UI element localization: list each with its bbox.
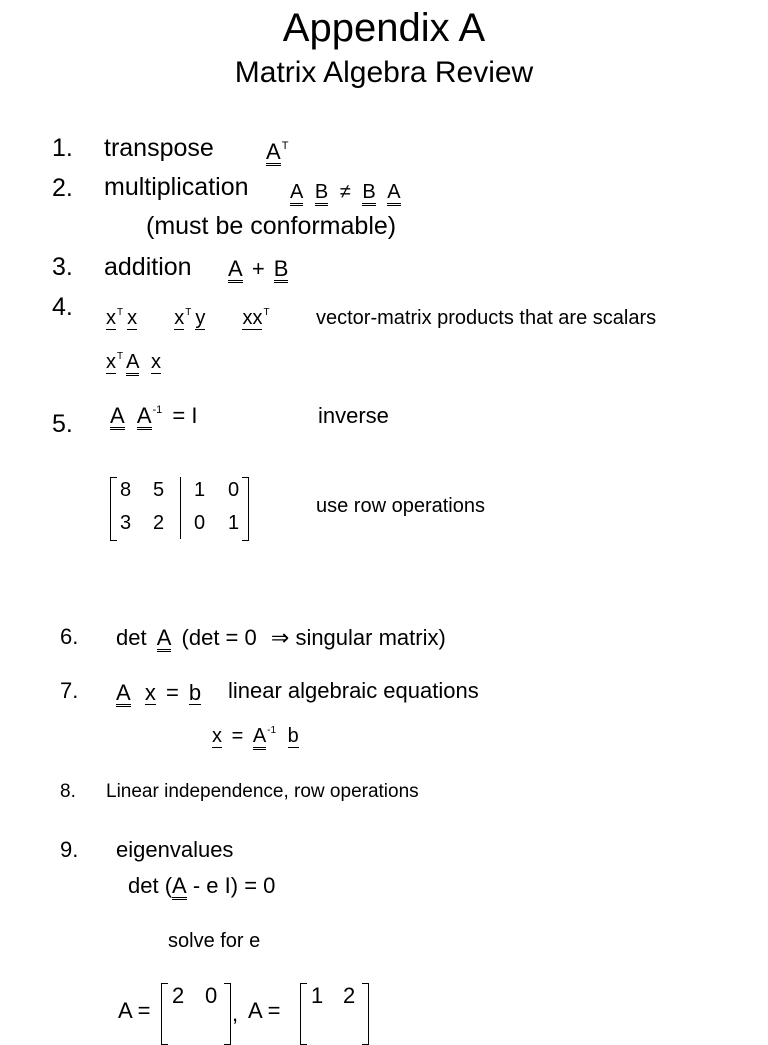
item-2-formula bbox=[290, 182, 401, 206]
matrix-A: A bbox=[387, 182, 400, 206]
vector-x: x bbox=[242, 307, 253, 329]
item-9-label: eigenvalues bbox=[116, 837, 234, 862]
item-2-number: 2. bbox=[52, 174, 73, 202]
matrix-cell: 0 bbox=[228, 479, 240, 501]
vector-x: x bbox=[127, 307, 138, 329]
vector-x: x bbox=[106, 351, 116, 373]
singular-matrix-text: singular matrix) bbox=[295, 625, 446, 650]
det-open: det ( bbox=[128, 873, 173, 898]
item-4-number: 4. bbox=[52, 293, 73, 321]
vector-x: x bbox=[106, 307, 116, 329]
matrix-A: A bbox=[126, 352, 139, 376]
matrix-cell: 0 bbox=[194, 512, 206, 534]
matrix-A: A bbox=[253, 726, 266, 750]
item-5-description: inverse bbox=[318, 403, 389, 428]
item-9-number: 9. bbox=[60, 837, 79, 862]
plus-sign: + bbox=[251, 256, 265, 281]
matrix-right-bracket bbox=[242, 477, 249, 541]
matrix-cell: 8 bbox=[120, 479, 132, 501]
item-2-note: (must be conformable) bbox=[146, 212, 397, 240]
item-8-label: Linear independence, row operations bbox=[106, 781, 419, 802]
identity-I: I bbox=[224, 873, 231, 898]
item-1-formula bbox=[266, 140, 288, 166]
matrix-A: A bbox=[290, 182, 303, 206]
example-matrix-1-cell: 0 bbox=[205, 983, 218, 1008]
transpose-sup: T bbox=[263, 307, 270, 318]
equals-sign: = bbox=[231, 725, 244, 747]
item-3-formula bbox=[228, 257, 288, 283]
item-5-formula bbox=[110, 404, 197, 430]
matrix-B: B bbox=[274, 257, 289, 283]
matrix-A: A bbox=[110, 404, 125, 430]
example-comma: , bbox=[232, 1001, 239, 1026]
item-4-description: vector-matrix products that are scalars bbox=[316, 307, 657, 329]
transpose-sup: T bbox=[117, 351, 124, 362]
item-8-number: 8. bbox=[60, 781, 76, 802]
matrix-A: A bbox=[157, 626, 172, 652]
page-title: Appendix A bbox=[282, 6, 486, 50]
matrix-A: A bbox=[228, 257, 243, 283]
transpose-sup: T bbox=[281, 140, 289, 152]
matrix-cell: 1 bbox=[228, 512, 240, 534]
det-condition: (det = 0 bbox=[181, 625, 257, 650]
item-9-solve: solve for e bbox=[168, 930, 261, 952]
item-6-number: 6. bbox=[60, 624, 79, 649]
item-7-formula bbox=[116, 681, 201, 707]
det-close: ) = 0 bbox=[230, 873, 276, 898]
matrix-cell: 2 bbox=[153, 512, 165, 534]
transpose-sup: T bbox=[117, 307, 124, 318]
item-5-number: 5. bbox=[52, 410, 73, 438]
item-7-description: linear algebraic equations bbox=[228, 678, 479, 703]
equals-sign: = bbox=[165, 680, 179, 705]
item-2-label: multiplication bbox=[104, 173, 249, 201]
item-7-number: 7. bbox=[60, 678, 79, 703]
implies-arrow: ⇒ bbox=[270, 625, 290, 650]
matrix-A: A bbox=[116, 681, 131, 707]
vector-x: x bbox=[174, 307, 185, 329]
example-A-label-2: A = bbox=[248, 998, 281, 1023]
matrix-cell: 3 bbox=[120, 512, 132, 534]
item-1-number: 1. bbox=[52, 134, 73, 162]
item-9-characteristic-equation bbox=[128, 874, 275, 900]
vector-x: x bbox=[144, 680, 156, 705]
item-7-solution bbox=[212, 726, 299, 750]
example-matrix-2-cell: 2 bbox=[343, 983, 356, 1008]
matrix-A: A bbox=[137, 404, 152, 430]
vector-x: x bbox=[212, 725, 222, 747]
transpose-sup: T bbox=[185, 307, 192, 318]
vector-b: b bbox=[188, 680, 202, 705]
example-A-label: A = bbox=[118, 998, 151, 1023]
item-3-number: 3. bbox=[52, 253, 73, 281]
example-matrix-1-cell: 2 bbox=[172, 983, 185, 1008]
inverse-sup: -1 bbox=[152, 404, 163, 416]
matrix-left-bracket bbox=[110, 477, 117, 541]
item-4-products bbox=[106, 308, 270, 330]
page-subtitle: Matrix Algebra Review bbox=[234, 56, 534, 89]
not-equal-sign: ≠ bbox=[339, 181, 351, 203]
matrix-A: A bbox=[266, 140, 281, 166]
matrix-divider bbox=[180, 477, 181, 539]
item-1-label: transpose bbox=[104, 134, 214, 162]
item-4-quadratic-form bbox=[106, 352, 161, 376]
minus-e: - e bbox=[186, 873, 225, 898]
example-matrix-1-right-bracket bbox=[224, 983, 231, 1045]
example-matrix-2-right-bracket bbox=[362, 983, 369, 1045]
example-matrix-1-left-bracket bbox=[161, 983, 168, 1045]
identity-equals: = I bbox=[172, 403, 198, 428]
matrix-cell: 1 bbox=[194, 479, 206, 501]
example-matrix-2-left-bracket bbox=[300, 983, 307, 1045]
vector-b: b bbox=[287, 725, 299, 747]
inverse-sup: -1 bbox=[267, 725, 277, 736]
example-matrix-2-cell: 1 bbox=[311, 983, 324, 1008]
item-6-formula bbox=[116, 626, 446, 652]
matrix-cell: 5 bbox=[153, 479, 165, 501]
det-label: det bbox=[116, 625, 147, 650]
matrix-B: B bbox=[362, 182, 375, 206]
vector-y: y bbox=[195, 307, 206, 329]
matrix-A: A bbox=[172, 874, 187, 900]
item-3-label: addition bbox=[104, 253, 192, 281]
vector-x: x bbox=[252, 307, 263, 329]
vector-x: x bbox=[151, 351, 162, 373]
row-operations-note: use row operations bbox=[316, 495, 485, 517]
matrix-B: B bbox=[315, 182, 328, 206]
